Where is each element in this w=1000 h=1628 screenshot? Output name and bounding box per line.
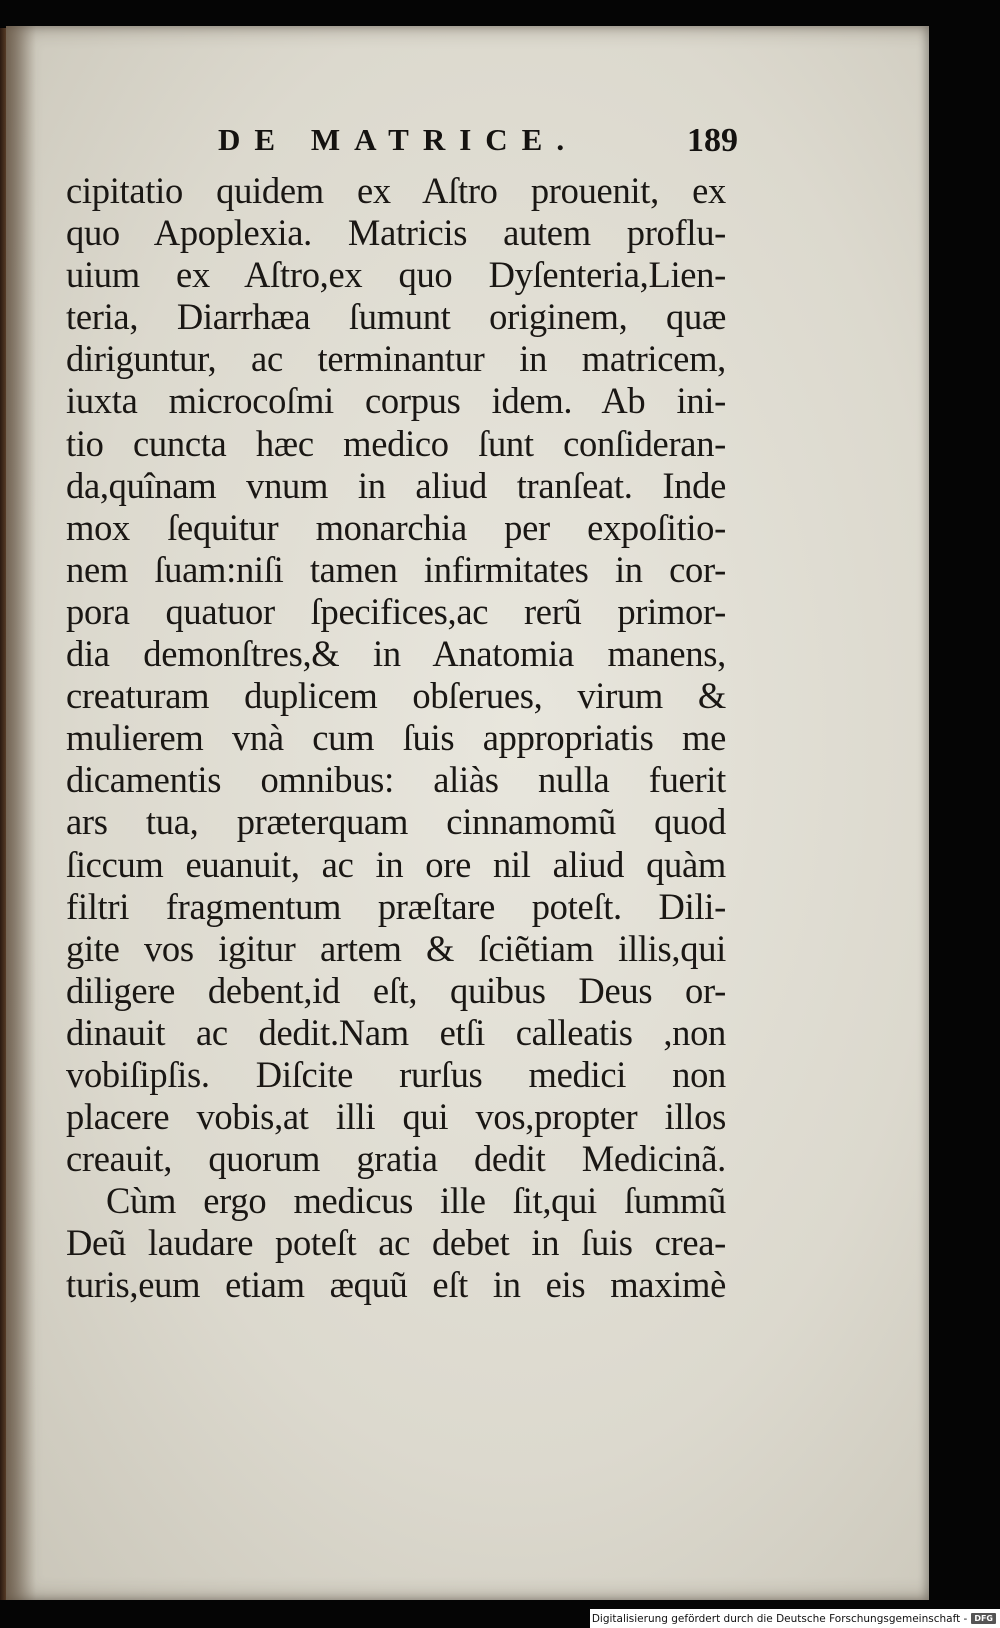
- digitization-credit: [590, 1609, 1000, 1628]
- body-text: [66, 170, 726, 1307]
- text-line: mox ſequitur monarchia per expoſitio-: [66, 506, 726, 548]
- text-line: pora quatuor ſpecifices,ac rerũ primor-: [66, 590, 726, 632]
- text-line: placere vobis,at illi qui vos,propter illos: [66, 1096, 726, 1138]
- text-line: vobiſipſis. Diſcite rurſus medici non: [66, 1053, 726, 1095]
- text-line: nem ſuam:niſi tamen infirmitates in cor-: [66, 548, 726, 590]
- text-line: dicamentis omnibus: aliàs nulla fuerit: [66, 759, 726, 801]
- running-title: DE MATRICE.: [218, 122, 579, 157]
- running-head: [218, 122, 738, 170]
- text-line: tio cuncta hæc medico ſunt conſideran-: [66, 422, 726, 464]
- text-line: iuxta microcoſmi corpus idem. Ab ini-: [66, 380, 726, 422]
- text-line: mulierem vnà cum ſuis appropriatis me: [66, 717, 726, 759]
- text-line: diriguntur, ac terminantur in matricem,: [66, 338, 726, 380]
- text-line: da,quînam vnum in aliud tranſeat. Inde: [66, 464, 726, 506]
- text-line: Deũ laudare poteſt ac debet in ſuis crea-: [66, 1222, 726, 1264]
- text-line: diligere debent,id eſt, quibus Deus or-: [66, 969, 726, 1011]
- dfg-logo-icon: DFG: [971, 1613, 996, 1624]
- page-number: 189: [687, 122, 738, 159]
- text-line: dia demonſtres,& in Anatomia manens,: [66, 633, 726, 675]
- text-line: creaturam duplicem obſerues, virum &: [66, 675, 726, 717]
- text-line: ars tua, præterquam cinnamomũ quod: [66, 801, 726, 843]
- text-line: filtri fragmentum præſtare poteſt. Dili-: [66, 885, 726, 927]
- text-line: uium ex Aſtro,ex quo Dyſenteria,Lien-: [66, 254, 726, 296]
- text-line: dinauit ac dedit.Nam etſi calleatis ,non: [66, 1011, 726, 1053]
- paragraph-start-line: Cùm ergo medicus ille ſit,qui ſummũ: [106, 1180, 726, 1222]
- text-line: ſiccum euanuit, ac in ore nil aliud quàm: [66, 843, 726, 885]
- text-line: gite vos igitur artem & ſciẽtiam illis,qui: [66, 927, 726, 969]
- text-line: teria, Diarrhæa ſumunt originem, quæ: [66, 296, 726, 338]
- text-line: creauit, quorum gratia dedit Medicinã.: [66, 1138, 726, 1180]
- text-line: cipitatio quidem ex Aſtro prouenit, ex: [66, 170, 726, 211]
- text-line: turis,eum etiam æquũ eſt in eis maximè: [66, 1264, 726, 1306]
- text-line: quo Apoplexia. Matricis autem proflu-: [66, 212, 726, 254]
- credit-text: Digitalisierung gefördert durch die Deutsche Forschungsgemeinschaft -: [591, 1612, 968, 1625]
